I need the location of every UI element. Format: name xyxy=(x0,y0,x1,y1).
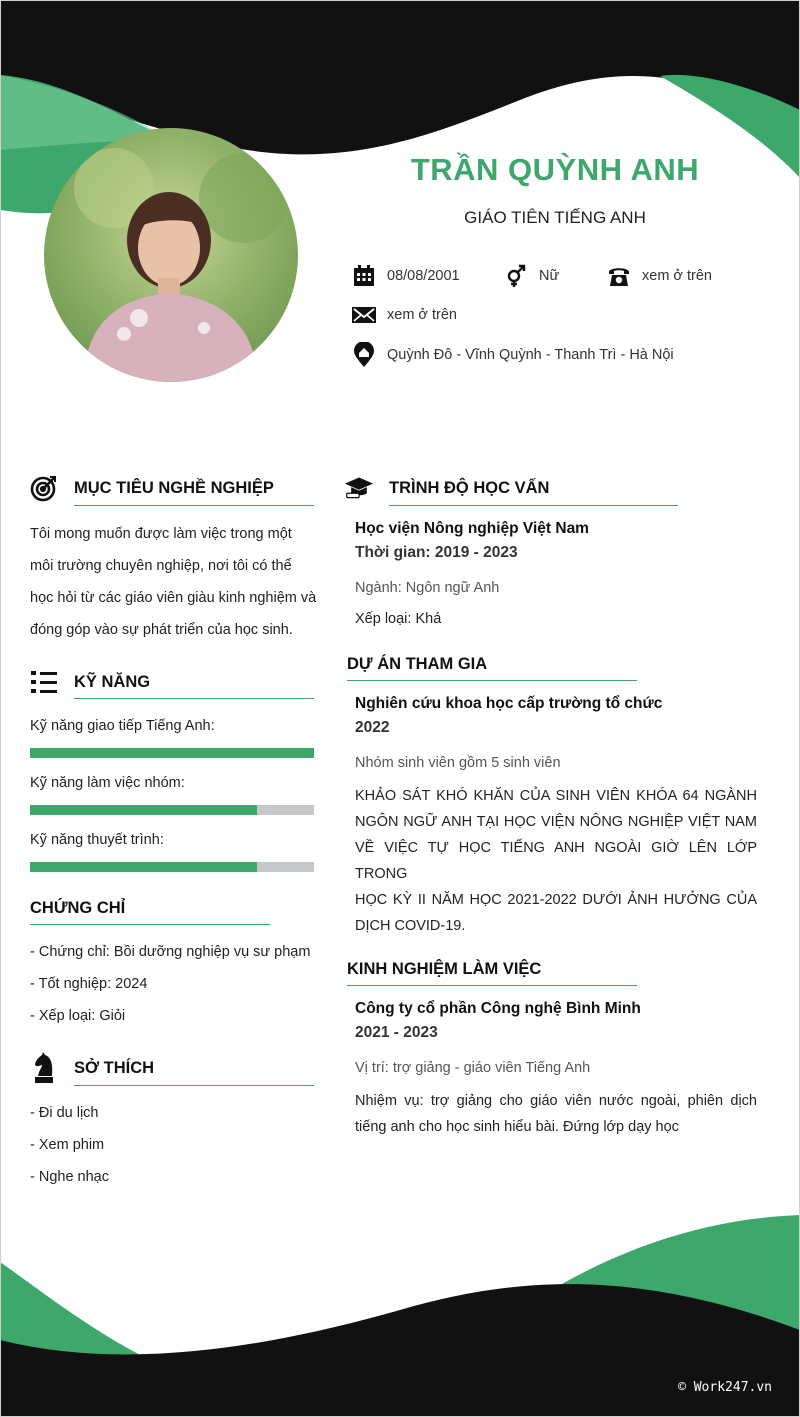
project-line: HỌC KỲ II NĂM HỌC 2021-2022 DƯỚI ẢNH HƯỞNG CỦA xyxy=(355,892,757,908)
project-year: 2022 xyxy=(355,719,390,736)
project-line: KHẢO SÁT KHÓ KHĂN CỦA SINH VIÊN KHÓA 64 NGÀNH xyxy=(355,788,757,804)
hobbies-heading xyxy=(30,1053,154,1083)
experience-heading xyxy=(347,954,541,984)
objective-line: đóng góp vào sự phát triển của học sinh. xyxy=(30,622,293,638)
hobbies-title: SỞ THÍCH xyxy=(74,1058,155,1077)
skill-bar-fill xyxy=(30,862,257,872)
education-divider xyxy=(389,505,678,506)
gender-icon xyxy=(504,264,528,288)
certificates-divider xyxy=(30,924,270,925)
education-grade: Xếp loại: Khá xyxy=(355,611,442,627)
hobbies-divider xyxy=(74,1085,314,1086)
skill-label: Kỹ năng thuyết trình: xyxy=(30,832,164,848)
address-row xyxy=(352,343,674,367)
graduation-cap-icon xyxy=(345,474,373,502)
projects-divider xyxy=(347,680,637,681)
skill-bar-fill xyxy=(30,748,314,758)
birthday-row xyxy=(352,264,460,288)
address-value: Quỳnh Đô - Vĩnh Quỳnh - Thanh Trì - Hà Nội xyxy=(387,347,674,363)
experience-period: 2021 - 2023 xyxy=(355,1024,438,1041)
project-line: NGÔN NGỮ ANH TẠI HỌC VIỆN NÔNG NGHIỆP VIỆT NAM xyxy=(355,814,757,830)
company-name: Công ty cổ phần Công nghệ Bình Minh xyxy=(355,1000,641,1017)
list-icon xyxy=(30,668,58,696)
certificates-title: CHỨNG CHỈ xyxy=(30,898,126,917)
projects-title: DỰ ÁN THAM GIA xyxy=(347,654,488,673)
skills-divider xyxy=(74,698,314,699)
experience-divider xyxy=(347,985,637,986)
hobby-item: - Đi du lịch xyxy=(30,1105,99,1121)
objective-line: học hỏi từ các giáo viên giàu kinh nghiệm và xyxy=(30,590,317,606)
certificate-item: - Tốt nghiệp: 2024 xyxy=(30,976,148,992)
email-row xyxy=(352,303,457,327)
objective-line: môi trường chuyên nghiệp, nơi tôi có thể xyxy=(30,558,292,574)
gender-row xyxy=(504,264,559,288)
objective-line: Tôi mong muốn được làm việc trong một xyxy=(30,526,292,542)
skill-label: Kỹ năng làm việc nhóm: xyxy=(30,775,185,791)
experience-description xyxy=(355,1088,757,1140)
objective-text xyxy=(30,518,316,646)
project-description xyxy=(355,783,757,939)
chess-knight-icon xyxy=(30,1054,58,1082)
school-name: Học viện Nông nghiệp Việt Nam xyxy=(355,520,589,537)
candidate-name: TRẦN QUỲNH ANH xyxy=(410,152,700,187)
skill-bar-fill xyxy=(30,805,257,815)
education-period: Thời gian: 2019 - 2023 xyxy=(355,544,518,561)
experience-line: Nhiệm vụ: trợ giảng cho giáo viên nước ngoài, phiên dịch xyxy=(355,1093,757,1109)
experience-line: tiếng anh cho học sinh hiểu bài. Đứng lớp dạy học xyxy=(355,1119,679,1135)
email-value: xem ở trên xyxy=(387,307,457,323)
calendar-icon xyxy=(352,264,376,288)
project-team: Nhóm sinh viên gồm 5 sinh viên xyxy=(355,755,561,771)
job-title: GIÁO TIÊN TIẾNG ANH xyxy=(464,208,646,227)
education-title: TRÌNH ĐỘ HỌC VẤN xyxy=(389,478,550,497)
project-name: Nghiên cứu khoa học cấp trường tổ chức xyxy=(355,695,663,712)
objective-divider xyxy=(74,505,314,506)
hobby-item: - Xem phim xyxy=(30,1137,105,1153)
phone-row xyxy=(607,264,712,288)
skill-bar xyxy=(30,862,314,872)
project-line: DỊCH COVID-19. xyxy=(355,918,466,934)
skills-heading xyxy=(30,667,150,697)
experience-title: KINH NGHIỆM LÀM VIỆC xyxy=(347,959,542,978)
certificate-item: - Chứng chỉ: Bồi dưỡng nghiệp vụ sư phạm xyxy=(30,944,311,960)
skill-label: Kỹ năng giao tiếp Tiếng Anh: xyxy=(30,718,215,734)
skills-title: KỸ NĂNG xyxy=(74,672,151,691)
projects-heading xyxy=(347,649,487,679)
target-icon xyxy=(30,474,58,502)
gender-value: Nữ xyxy=(539,268,560,284)
objective-heading xyxy=(30,473,274,503)
certificates-heading xyxy=(30,893,125,923)
certificate-item: - Xếp loại: Giỏi xyxy=(30,1008,126,1024)
hobby-item: - Nghe nhạc xyxy=(30,1169,109,1185)
phone-value: xem ở trên xyxy=(642,268,712,284)
experience-position: Vị trí: trợ giảng - giáo viên Tiếng Anh xyxy=(355,1060,591,1076)
profile-photo xyxy=(44,128,298,382)
portrait-illustration xyxy=(44,128,298,382)
education-major: Ngành: Ngôn ngữ Anh xyxy=(355,580,500,596)
location-icon xyxy=(352,343,376,367)
copyright-text: © Work247.vn xyxy=(678,1380,772,1395)
skill-bar xyxy=(30,748,314,758)
education-heading xyxy=(345,473,549,503)
birthday-value: 08/08/2001 xyxy=(387,268,460,284)
mail-icon xyxy=(352,303,376,327)
objective-title: MỤC TIÊU NGHỀ NGHIỆP xyxy=(74,478,274,497)
phone-icon xyxy=(607,264,631,288)
project-line: VỀ VIỆC TỰ HỌC TIẾNG ANH NGOÀI GIỜ LÊN LỚP TRONG xyxy=(355,840,757,882)
skill-bar xyxy=(30,805,314,815)
